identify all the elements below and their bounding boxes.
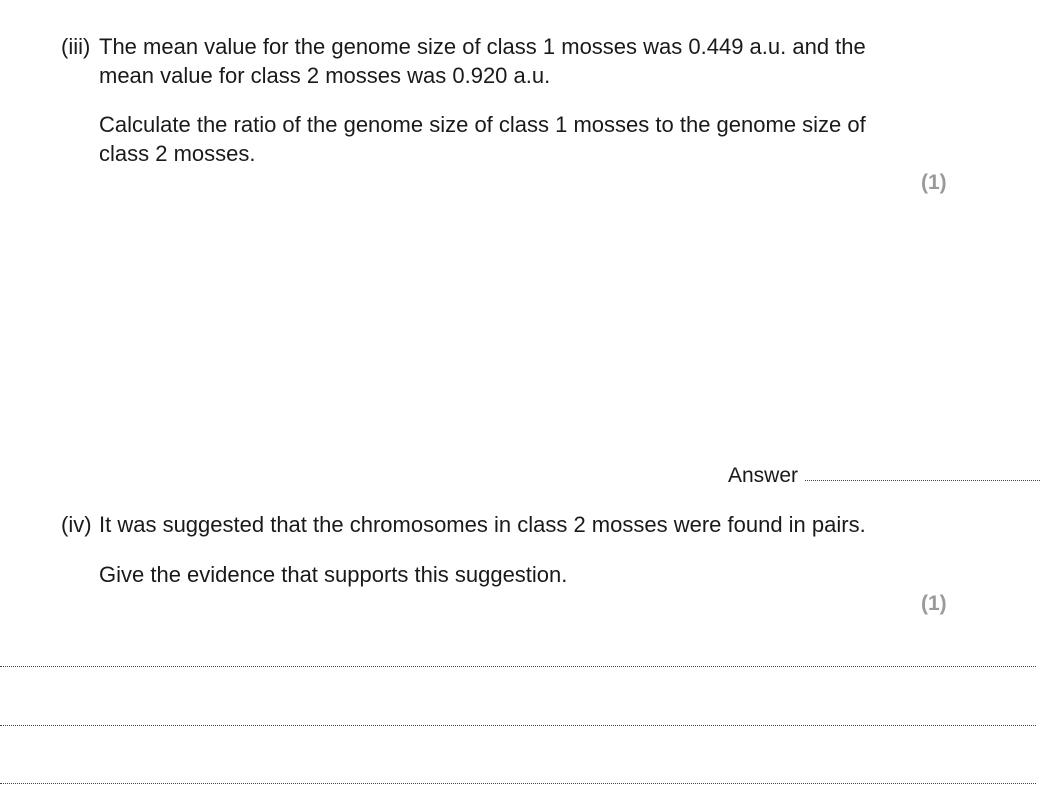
- part-iii-statement-line-2: mean value for class 2 mosses was 0.920 a.u.: [99, 63, 551, 88]
- part-iv-marks: (1): [921, 592, 947, 615]
- answer-line[interactable]: [0, 666, 1036, 667]
- part-iv-instruction: Give the evidence that supports this suggestion.: [99, 562, 568, 587]
- answer-label: Answer: [728, 464, 799, 487]
- answer-line[interactable]: [805, 480, 1040, 481]
- part-iii-statement-line-1: The mean value for the genome size of class 1 mosses was 0.449 a.u. and the: [99, 34, 866, 59]
- part-iv-statement: It was suggested that the chromosomes in class 2 mosses were found in pairs.: [99, 512, 866, 537]
- part-iii-instruction-line-2: class 2 mosses.: [99, 141, 256, 166]
- answer-line[interactable]: [0, 783, 1036, 784]
- part-iii-marks: (1): [921, 171, 947, 194]
- part-iv-number: (iv): [61, 512, 92, 537]
- part-iii-instruction-line-1: Calculate the ratio of the genome size of class 1 mosses to the genome size of: [99, 112, 866, 137]
- part-iii-number: (iii): [61, 34, 91, 59]
- answer-line[interactable]: [0, 725, 1036, 726]
